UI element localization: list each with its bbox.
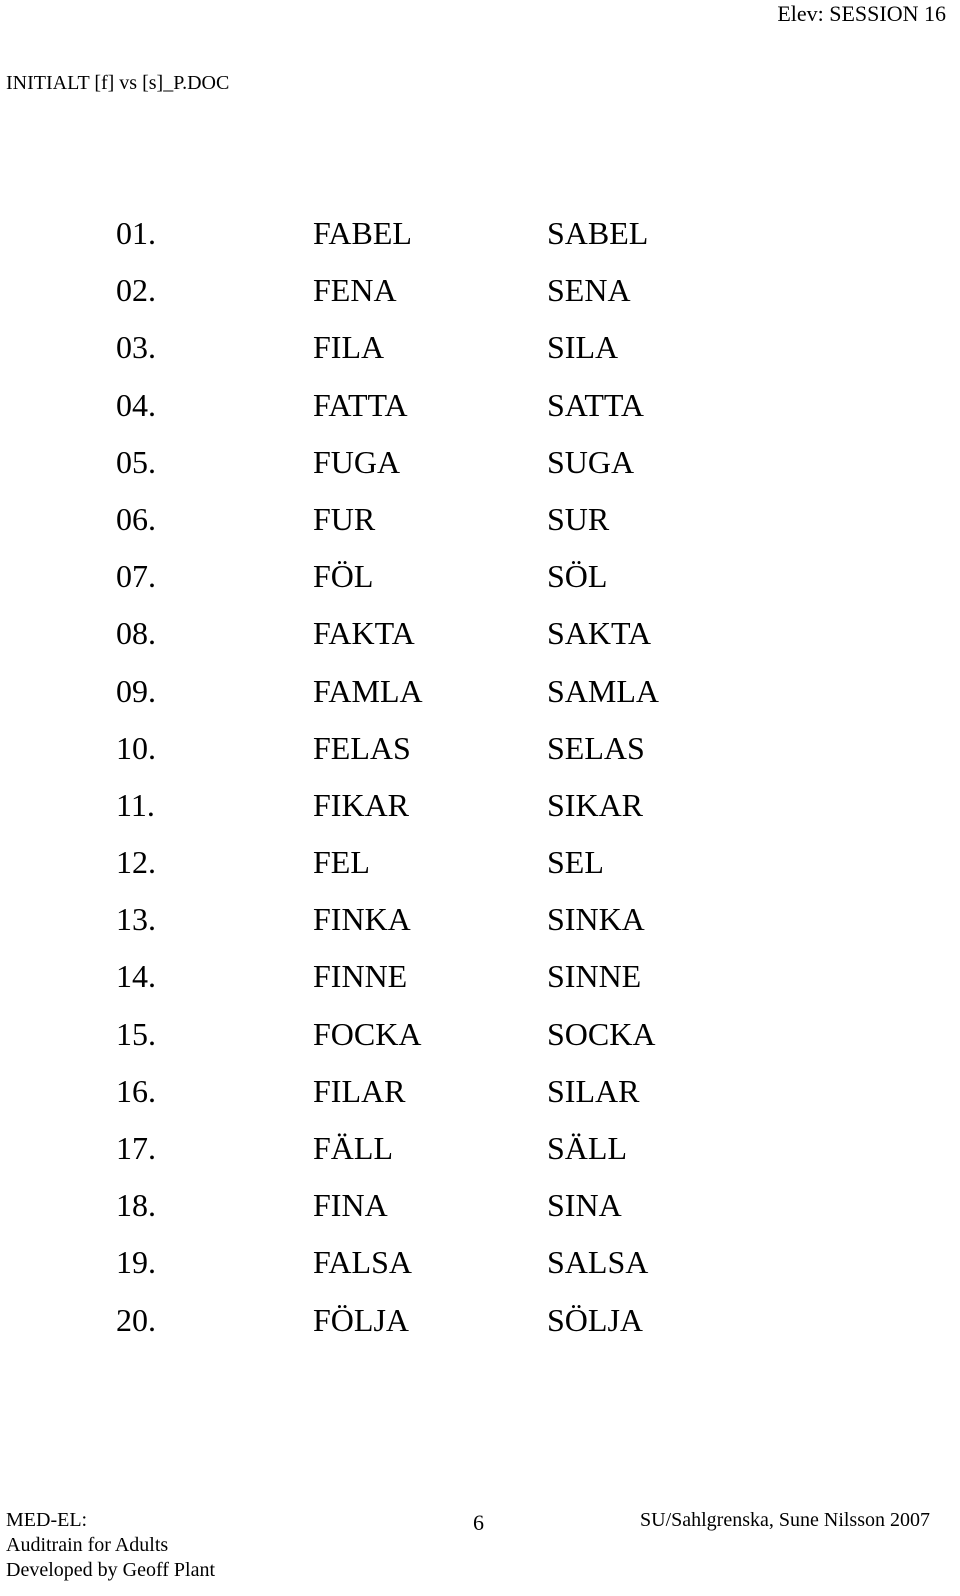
s-word: SAKTA xyxy=(547,615,652,652)
s-word: SOCKA xyxy=(547,1015,656,1052)
word-pair-list xyxy=(0,213,960,1357)
item-number: 18. xyxy=(116,1187,156,1224)
item-number: 08. xyxy=(116,615,156,652)
s-word: SALSA xyxy=(547,1244,649,1281)
word-pair-row xyxy=(0,785,960,842)
f-word: FAMLA xyxy=(313,672,423,709)
word-pair-row xyxy=(0,1128,960,1185)
footer-credit-line: Auditrain for Adults xyxy=(6,1534,169,1556)
word-pair-row xyxy=(0,842,960,899)
f-word: FÖL xyxy=(313,558,374,595)
f-word: FÄLL xyxy=(313,1130,393,1166)
s-word: SÖL xyxy=(547,558,608,595)
item-number: 20. xyxy=(116,1301,156,1338)
s-word: SÄLL xyxy=(547,1130,627,1166)
f-word: FUR xyxy=(313,500,376,537)
item-number: 10. xyxy=(116,729,156,766)
word-pair-row xyxy=(0,1185,960,1242)
s-word: SILA xyxy=(547,329,619,366)
f-word: FILAR xyxy=(313,1072,406,1109)
s-word: SINA xyxy=(547,1187,622,1224)
f-word: FILA xyxy=(313,329,385,366)
f-word: FENA xyxy=(313,272,397,309)
f-word: FINNE xyxy=(313,958,408,995)
s-word: SIKAR xyxy=(547,786,644,823)
item-number: 17. xyxy=(116,1130,156,1166)
item-number: 05. xyxy=(116,443,156,480)
s-word: SATTA xyxy=(547,386,644,423)
document-name: INITIALT [f] vs [s]_P.DOC xyxy=(6,72,230,94)
item-number: 03. xyxy=(116,329,156,366)
footer-credits xyxy=(6,1508,215,1583)
word-pair-row xyxy=(0,899,960,956)
item-number: 15. xyxy=(116,1015,156,1052)
word-pair-row xyxy=(0,1071,960,1128)
item-number: 09. xyxy=(116,672,156,709)
item-number: 04. xyxy=(116,386,156,423)
f-word: FATTA xyxy=(313,386,408,423)
page-number: 6 xyxy=(473,1510,484,1535)
word-pair-row xyxy=(0,213,960,270)
f-word: FINKA xyxy=(313,901,411,938)
item-number: 11. xyxy=(116,786,155,823)
f-word: FABEL xyxy=(313,215,412,251)
footer-credit-line: MED-EL: xyxy=(6,1509,88,1531)
item-number: 06. xyxy=(116,500,156,537)
word-pair-row xyxy=(0,385,960,442)
s-word: SABEL xyxy=(547,215,649,251)
word-pair-row xyxy=(0,671,960,728)
footer-credit-line: Developed by Geoff Plant xyxy=(6,1559,216,1581)
item-number: 16. xyxy=(116,1072,156,1109)
s-word: SUR xyxy=(547,500,610,537)
word-pair-row xyxy=(0,270,960,327)
word-pair-row xyxy=(0,956,960,1013)
s-word: SINNE xyxy=(547,958,642,995)
s-word: SAMLA xyxy=(547,672,660,709)
s-word: SÖLJA xyxy=(547,1301,644,1338)
f-word: FIKAR xyxy=(313,786,410,823)
word-pair-row xyxy=(0,613,960,670)
item-number: 01. xyxy=(116,215,156,251)
item-number: 07. xyxy=(116,558,156,595)
word-pair-row xyxy=(0,1300,960,1357)
word-pair-row xyxy=(0,499,960,556)
word-pair-row xyxy=(0,728,960,785)
word-pair-row xyxy=(0,1014,960,1071)
session-header: Elev: SESSION 16 xyxy=(777,1,946,26)
s-word: SUGA xyxy=(547,443,635,480)
item-number: 14. xyxy=(116,958,156,995)
item-number: 12. xyxy=(116,844,156,881)
footer-author: SU/Sahlgrenska, Sune Nilsson 2007 xyxy=(640,1509,930,1531)
f-word: FELAS xyxy=(313,729,411,766)
f-word: FOCKA xyxy=(313,1015,422,1052)
f-word: FALSA xyxy=(313,1244,412,1281)
word-pair-row xyxy=(0,556,960,613)
word-pair-row xyxy=(0,442,960,499)
word-pair-row xyxy=(0,327,960,384)
f-word: FINA xyxy=(313,1187,388,1224)
s-word: SILAR xyxy=(547,1072,640,1109)
f-word: FAKTA xyxy=(313,615,415,652)
item-number: 19. xyxy=(116,1244,156,1281)
item-number: 13. xyxy=(116,901,156,938)
word-pair-row xyxy=(0,1242,960,1299)
s-word: SINKA xyxy=(547,901,645,938)
f-word: FEL xyxy=(313,844,370,881)
s-word: SENA xyxy=(547,272,631,309)
f-word: FÖLJA xyxy=(313,1301,410,1338)
s-word: SEL xyxy=(547,844,604,881)
item-number: 02. xyxy=(116,272,156,309)
s-word: SELAS xyxy=(547,729,645,766)
f-word: FUGA xyxy=(313,443,401,480)
